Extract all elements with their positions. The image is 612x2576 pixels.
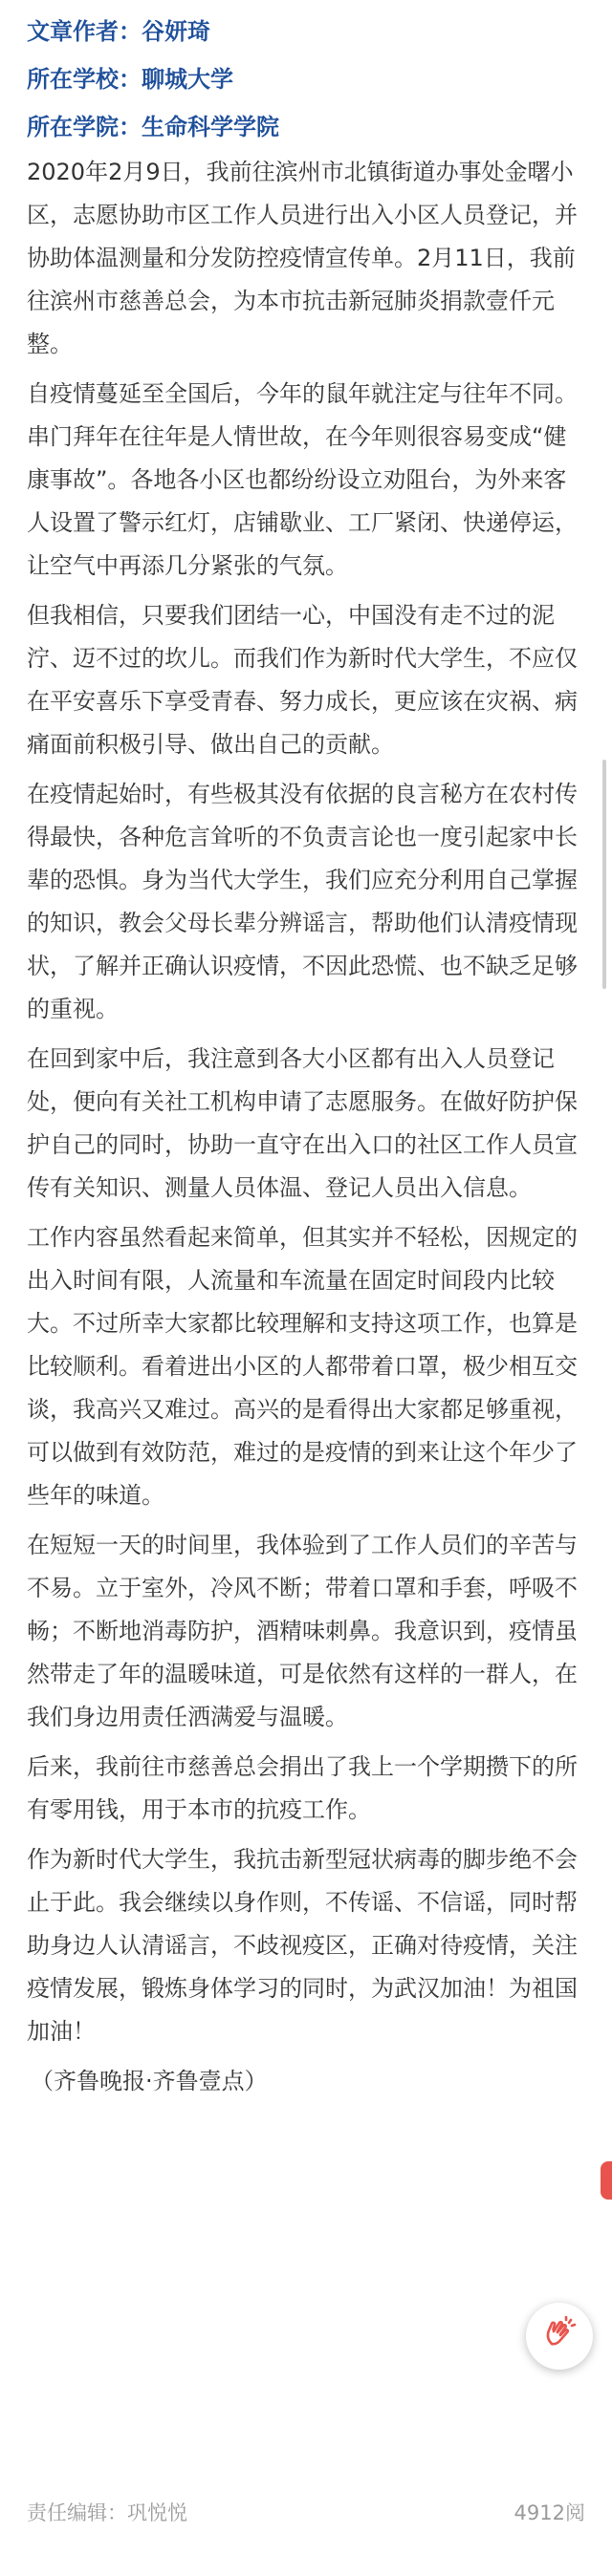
school-label: 所在学校： [27,66,142,93]
paragraph: 作为新时代大学生，我抗击新型冠状病毒的脚步绝不会止于此。我会继续以身作则，不传谣、不信谣，同时帮助身边人认清谣言，不歧视疫区，正确对待疫情，关注疫情发展，锻炼身体学习的同时，为武汉加油！为祖国加油！ [27,1846,578,2045]
scrollbar[interactable] [602,760,606,989]
side-drawer-tab[interactable] [601,2161,612,2200]
college-label: 所在学院： [27,114,142,140]
clapping-hand-icon [540,2315,579,2357]
paragraph: 但我相信，只要我们团结一心，中国没有走不过的泥泞、迈不过的坎儿。而我们作为新时代大学生，不应仅在平安喜乐下享受青春、努力成长，更应该在灾祸、病痛面前积极引导、做出自己的贡献。 [27,602,578,758]
author-name: 谷妍琦 [142,18,210,45]
author-line [27,8,585,55]
source-credit: （齐鲁晚报·齐鲁壹点） [31,2068,268,2094]
paragraph: 在短短一天的时间里，我体验到了工作人员们的辛苦与不易。立于室外，冷风不断；带着口罩和手套，呼吸不畅；不断地消毒防护，酒精味刺鼻。我意识到，疫情虽然带走了年的温暖味道，可是依然有这样的一群人，在我们身边用责任洒满爱与温暖。 [27,1532,578,1730]
author-label: 文章作者： [27,18,142,45]
school-line [27,55,585,103]
paragraph: 2020年2月9日，我前往滨州市北镇街道办事处金曙小区，志愿协助市区工作人员进行出入小区人员登记，并协助体温测量和分发防控疫情宣传单。2月11日，我前往滨州市慈善总会，为本市抗击新冠肺炎捐款壹仟元整。 [27,159,578,357]
college-name: 生命科学学院 [142,114,279,140]
paragraph: 在回到家中后，我注意到各大小区都有出入人员登记处，便向有关社工机构申请了志愿服务。在做好防护保护自己的同时，协助一直守在出入口的社区工作人员宣传有关知识、测量人员体温、登记人员出入信息。 [27,1045,578,1201]
applause-button[interactable] [526,2303,593,2370]
college-line [27,103,585,151]
article-footer [27,2494,585,2532]
read-count: 4912阅 [514,2501,585,2524]
editor-credit: 责任编辑：巩悦悦 [27,2501,187,2524]
paragraph: 自疫情蔓延至全国后，今年的鼠年就注定与往年不同。串门拜年在往年是人情世故，在今年则很容易变成“健康事故”。各地各小区也都纷纷设立劝阻台，为外来客人设置了警示红灯，店铺歇业、工厂紧闭、快递停运，让空气中再添几分紧张的气氛。 [27,380,578,579]
paragraph: 在疫情起始时，有些极其没有依据的良言秘方在农村传得最快，各种危言耸听的不负责言论也一度引起家中长辈的恐惧。身为当代大学生，我们应充分利用自己掌握的知识，教会父母长辈分辨谣言，帮助他们认清疫情现状，了解并正确认识疫情，不因此恐慌、也不缺乏足够的重视。 [27,781,578,1022]
paragraph: 后来，我前往市慈善总会捐出了我上一个学期攒下的所有零用钱，用于本市的抗疫工作。 [27,1753,578,1823]
school-name: 聊城大学 [142,66,233,93]
paragraph: 工作内容虽然看起来简单，但其实并不轻松，因规定的出入时间有限，人流量和车流量在固定时间段内比较大。不过所幸大家都比较理解和支持这项工作，也算是比较顺利。看着进出小区的人都带着口罩，极少相互交谈，我高兴又难过。高兴的是看得出大家都足够重视，可以做到有效防范，难过的是疫情的到来让这个年少了些年的味道。 [27,1224,578,1509]
